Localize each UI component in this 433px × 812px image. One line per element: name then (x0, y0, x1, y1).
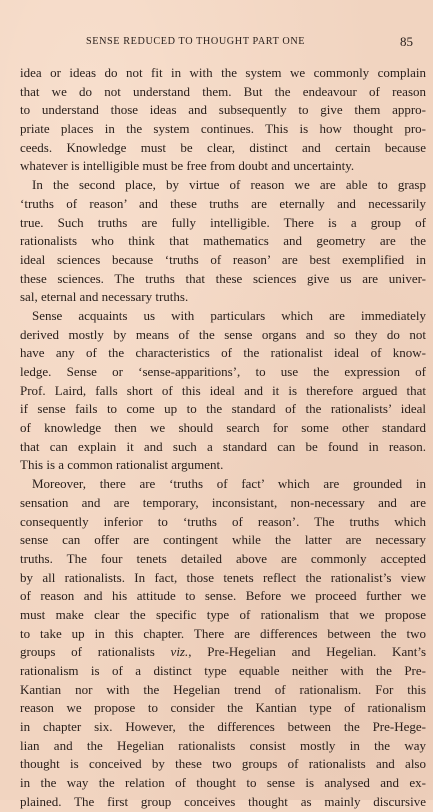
text-line: that we do not understand them. But the endeavour of reason (20, 83, 426, 99)
text-line: plained. The first group conceives thought as mainly discursive (20, 793, 426, 809)
text-line: rationalism is of a distinct type equable neither with the Pre- (20, 663, 426, 678)
body-text (20, 64, 426, 812)
text-line: Kantian nor with the Hegelian trend of rationalism. For this (20, 681, 426, 697)
text-line: of knowledge then we should search for some other standard (20, 420, 426, 436)
text-line: to take up in this chapter. There are differences between the two (20, 625, 426, 641)
text-line: In the second place, by virtue of reason we are able to grasp (32, 177, 426, 193)
text-line: sal, eternal and necessary truths. (20, 289, 189, 305)
text-line: these sciences. The truths that these sciences give us are univer- (20, 270, 426, 286)
text-line: ceeds. Knowledge must be clear, distinct and certain because (20, 139, 426, 155)
text-line: ‘truths of reason’ and these truths are eternally and necessarily (20, 195, 426, 211)
text-line: sensation and are temporary, inconsistant, non-necessary and are (20, 494, 426, 510)
text-line: lian and the Hegelian rationalists consist mostly in the way (20, 737, 426, 753)
text-line: must make clear the specific type of rationalism that we propose (20, 606, 426, 622)
text-line: in the way the relation of thought to sense is analysed and ex- (20, 775, 426, 791)
text-line: of reason and his attitude to sense. Before we proceed further we (20, 588, 426, 604)
text-line: Prof. Laird, falls short of this ideal and it is therefore argued that (20, 382, 426, 398)
text-line: reason we propose to consider the Kantian type of rationalism (20, 700, 426, 716)
text-line: whatever is intelligible must be free from doubt and uncertainty. (20, 158, 355, 174)
text-line: Moreover, there are ‘truths of fact’ which are grounded in (32, 476, 426, 492)
text-line: in chapter six. However, the differences between the Pre-Hege- (20, 719, 426, 735)
text-line: that can explain it and such a standard can be found in reason. (20, 438, 426, 454)
text-line: priate places in the system continues. This is how thought pro- (20, 121, 426, 137)
text-line: thought is conceived by these two groups of rationalists and also (20, 756, 426, 772)
text-line: Sense acquaints us with particulars which are immediately (32, 307, 426, 323)
text-line: truths. The four tenets detailed above are commonly accepted (20, 550, 426, 566)
text-line: ledge. Sense or ‘sense-apparitions’, to use the expression of (20, 364, 426, 379)
text-line: to understand those ideas and subsequently to give them appro- (20, 102, 426, 118)
text-line: by all rationalists. In fact, those tenets reflect the rationalist’s view (20, 569, 426, 585)
text-line: rationalists who think that mathematics and geometry are the (20, 233, 426, 249)
running-head: SENSE REDUCED TO THOUGHT PART ONE (86, 36, 306, 47)
text-line: derived mostly by means of the sense organs and so they do not (20, 326, 426, 342)
text-line: This is a common rationalist argument. (20, 457, 224, 473)
text-line: sense can offer are contingent while the latter are necessary (20, 532, 426, 548)
page-header (20, 36, 413, 52)
text-line: if sense fails to come up to the standard of the rationalists’ ideal (20, 401, 426, 417)
page-number: 85 (400, 34, 413, 49)
text-line: true. Such truths are fully intelligible. There is a group of (20, 214, 426, 230)
text-line: consequently inferior to ‘truths of reason’. The truths which (20, 513, 426, 529)
text-line: idea or ideas do not fit in with the system we commonly complain (20, 65, 426, 80)
text-line: groups of rationalists viz., Pre-Hegelian and Hegelian. Kant’s (20, 644, 426, 660)
text-line: ideal sciences because ‘truths of reason’ are best exemplified in (20, 251, 426, 267)
text-line: have any of the characteristics of the rationalist ideal of know- (20, 345, 426, 361)
